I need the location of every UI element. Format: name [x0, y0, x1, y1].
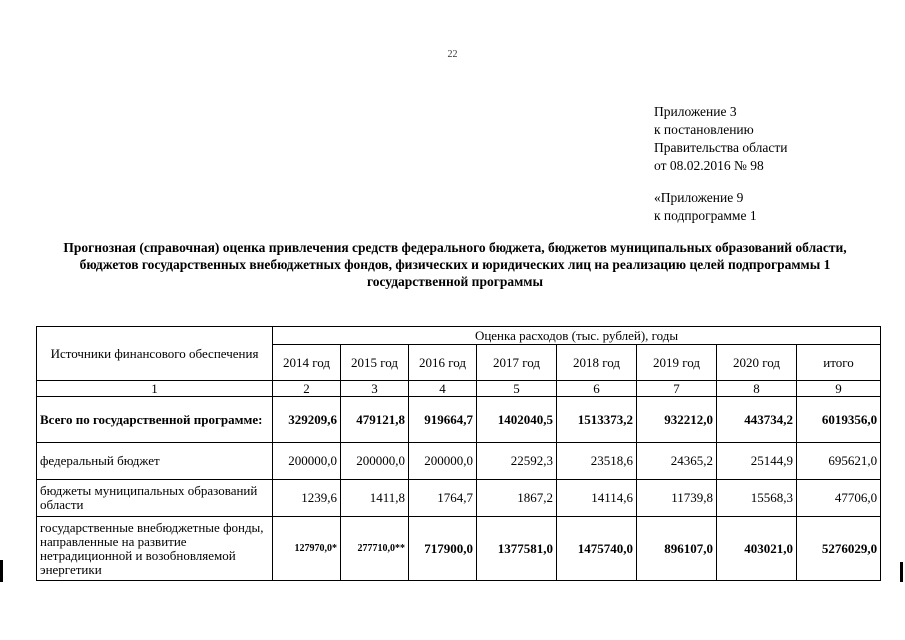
year-header: 2019 год	[637, 345, 717, 381]
year-header: 2014 год	[273, 345, 341, 381]
table-cell: 47706,0	[797, 480, 881, 517]
table-cell: 896107,0	[637, 517, 717, 581]
table-cell: 6019356,0	[797, 397, 881, 443]
table-cell: 919664,7	[409, 397, 477, 443]
column-number: 8	[717, 381, 797, 397]
table-cell: 127970,0*	[273, 517, 341, 581]
table-cell: 277710,0**	[341, 517, 409, 581]
row-label: государственные внебюджетные фонды, направленные на развитие нетрадиционной и возобновляемой энергетики	[37, 517, 273, 581]
table-cell: 200000,0	[273, 443, 341, 480]
table-cell: 1377581,0	[477, 517, 557, 581]
column-number: 3	[341, 381, 409, 397]
table-cell: 1764,7	[409, 480, 477, 517]
estimate-header: Оценка расходов (тыс. рублей), годы	[273, 327, 881, 345]
page-number: 22	[447, 49, 458, 60]
table-cell: 1402040,5	[477, 397, 557, 443]
table-cell: 24365,2	[637, 443, 717, 480]
table-cell: 11739,8	[637, 480, 717, 517]
column-number: 4	[409, 381, 477, 397]
year-header: 2015 год	[341, 345, 409, 381]
table-cell: 14114,6	[557, 480, 637, 517]
column-number: 2	[273, 381, 341, 397]
table-cell: 329209,6	[273, 397, 341, 443]
table-cell: 1239,6	[273, 480, 341, 517]
row-label: бюджеты муниципальных образований области	[37, 480, 273, 517]
table-header-row	[37, 327, 881, 345]
table-row	[37, 443, 881, 480]
table-cell: 1411,8	[341, 480, 409, 517]
table-cell: 22592,3	[477, 443, 557, 480]
table-row	[37, 480, 881, 517]
table-cell: 15568,3	[717, 480, 797, 517]
table-cell: 200000,0	[409, 443, 477, 480]
appendix-line: Приложение 3	[654, 104, 737, 119]
table-cell: 932212,0	[637, 397, 717, 443]
row-label: федеральный бюджет	[37, 443, 273, 480]
column-number: 6	[557, 381, 637, 397]
table-row	[37, 397, 881, 443]
year-header: 2016 год	[409, 345, 477, 381]
table-cell: 1475740,0	[557, 517, 637, 581]
column-number: 7	[637, 381, 717, 397]
row-label: Всего по государственной программе:	[37, 397, 273, 443]
financing-table	[36, 326, 881, 581]
appendix-line: Правительства области	[654, 140, 788, 155]
column-number: 5	[477, 381, 557, 397]
year-header: 2018 год	[557, 345, 637, 381]
source-header: Источники финансового обеспечения	[37, 327, 273, 381]
appendix-line: «Приложение 9	[654, 190, 744, 205]
column-number: 9	[797, 381, 881, 397]
total-header: итого	[797, 345, 881, 381]
table-cell: 1867,2	[477, 480, 557, 517]
table-cell: 695621,0	[797, 443, 881, 480]
table-cell: 717900,0	[409, 517, 477, 581]
table-cell: 200000,0	[341, 443, 409, 480]
year-header: 2017 год	[477, 345, 557, 381]
appendix-block	[654, 103, 787, 225]
table-cell: 5276029,0	[797, 517, 881, 581]
year-header: 2020 год	[717, 345, 797, 381]
table-cell: 25144,9	[717, 443, 797, 480]
table-cell: 1513373,2	[557, 397, 637, 443]
table-cell: 403021,0	[717, 517, 797, 581]
table-cell: 23518,6	[557, 443, 637, 480]
column-number: 1	[37, 381, 273, 397]
table-cell: 479121,8	[341, 397, 409, 443]
appendix-line: к подпрограмме 1	[654, 208, 757, 223]
table-cell: 443734,2	[717, 397, 797, 443]
appendix-line: к постановлению	[654, 122, 754, 137]
column-numbers-row	[37, 381, 881, 397]
table-row	[37, 517, 881, 581]
document-title: Прогнозная (справочная) оценка привлечения средств федерального бюджета, бюджетов муниципальных образований области, бюджетов государственных внебюджетных фондов, физических и юридических лиц на реализацию целей подпрограммы 1 государственной программы	[63, 240, 847, 289]
appendix-line: от 08.02.2016 № 98	[654, 158, 764, 173]
